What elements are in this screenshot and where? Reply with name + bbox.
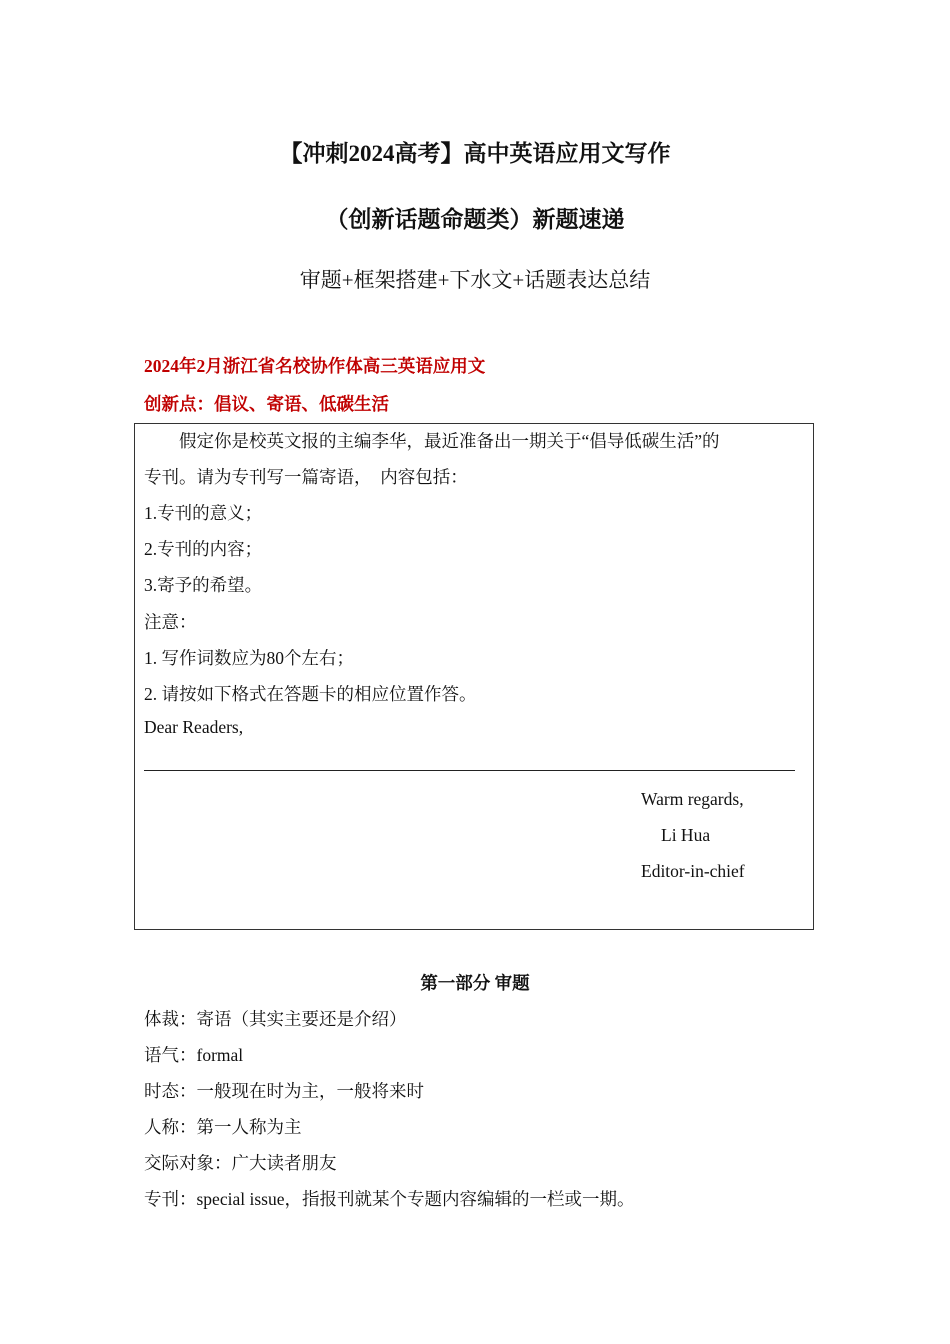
exam-source: 2024年2月浙江省名校协作体高三英语应用文 bbox=[144, 356, 486, 376]
innovation-points: 创新点：倡议、寄语、低碳生活 bbox=[144, 394, 389, 414]
analysis-term: 专刊：special issue，指报刊就某个专题内容编辑的一栏或一期。 bbox=[144, 1189, 635, 1209]
signature-role: Editor-in-chief bbox=[641, 861, 745, 881]
page-subtitle: 审题+框架搭建+下水文+话题表达总结 bbox=[299, 268, 651, 292]
analysis-genre: 体裁：寄语（其实主要还是介绍） bbox=[144, 1009, 407, 1029]
note-2: 2. 请按如下格式在答题卡的相应位置作答。 bbox=[144, 684, 477, 704]
analysis-audience: 交际对象：广大读者朋友 bbox=[144, 1153, 337, 1173]
prompt-point-3: 3.寄予的希望。 bbox=[144, 575, 263, 595]
signature-name: Li Hua bbox=[661, 825, 711, 845]
page-title-line-2: （创新话题命题类）新题速递 bbox=[325, 207, 625, 232]
analysis-tense: 时态：一般现在时为主，一般将来时 bbox=[144, 1081, 424, 1101]
page-title: 【冲刺2024高考】高中英语应用文写作 bbox=[279, 141, 671, 166]
closing: Warm regards, bbox=[641, 789, 744, 809]
prompt-line-2: 专刊。请为专刊写一篇寄语， 内容包括： bbox=[144, 467, 468, 487]
prompt-line-1: 假定你是校英文报的主编李华，最近准备出一期关于“倡导低碳生活”的 bbox=[144, 431, 720, 451]
prompt-point-2: 2.专刊的内容； bbox=[144, 539, 263, 559]
analysis-person: 人称：第一人称为主 bbox=[144, 1117, 302, 1137]
prompt-point-1: 1.专刊的意义； bbox=[144, 503, 263, 523]
note-label: 注意： bbox=[144, 612, 197, 632]
analysis-tone: 语气：formal bbox=[144, 1045, 244, 1065]
section-heading: 第一部分 审题 bbox=[420, 973, 530, 993]
note-1: 1. 写作词数应为80个左右； bbox=[144, 648, 354, 668]
answer-line bbox=[144, 770, 795, 771]
salutation: Dear Readers, bbox=[144, 717, 244, 737]
